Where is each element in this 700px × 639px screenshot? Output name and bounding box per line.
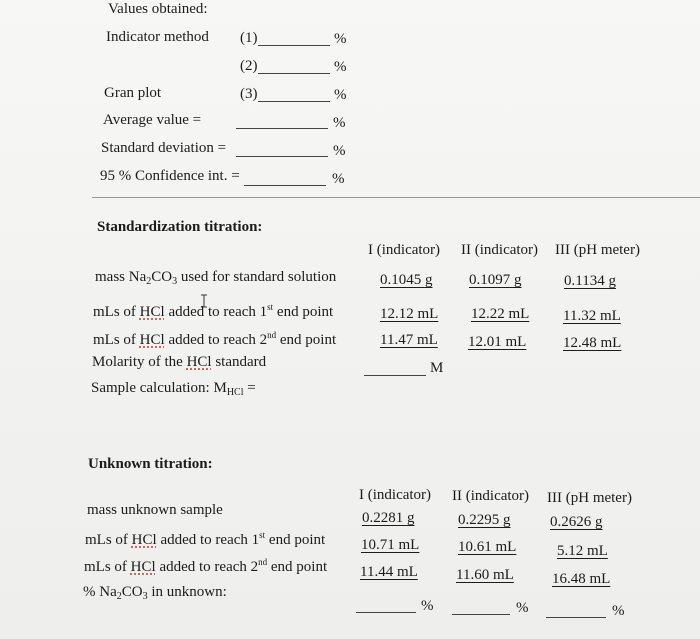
confidence-label: 95 % Confidence int. = [100,168,240,184]
trial-number-3: (3) [240,86,258,102]
std-mass-1: 0.1045 g [380,272,433,288]
std-col-1-header: I (indicator) [368,242,441,258]
indicator-method-label: Indicator method [106,29,209,45]
std-row-molarity-label: Molarity of the HCl standard [92,354,267,370]
unk-ep2-1: 11.44 mL [360,564,418,580]
std-row-mass-label: mass $Na_2CO_3$ used for standard solution [95,269,337,287]
unk-pct-blank-2 [452,614,510,615]
std-ep2-1: 11.47 mL [380,332,438,348]
trial-number-2: (2) [240,58,258,74]
unk-row-mass-label: mass unknown sample [87,502,223,518]
percent-sign-stdev: % [333,143,346,159]
std-ep2-3: 12.48 mL [563,335,622,351]
std-row-sample-calc-label: Sample calculation: $M_{HCl}$ = [91,380,256,398]
blank-line-3 [258,101,330,102]
unk-row-pct-label: % $Na_2CO_3$ in unknown: [83,584,227,602]
unk-ep1-1: 10.71 mL [361,537,420,553]
unk-mass-3: 0.2626 g [550,514,603,530]
average-label: Average value = [103,112,202,128]
trial-number-1: (1) [240,30,258,46]
unk-ep1-3: 5.12 mL [557,543,608,559]
values-title: Values obtained: [108,1,208,17]
unk-ep1-2: 10.61 mL [458,539,517,555]
std-mass-3: 0.1134 g [564,273,616,289]
std-ep1-1: 12.12 mL [380,306,439,322]
unk-pct-blank-1 [356,612,416,613]
percent-sign-1: % [334,31,347,47]
unk-mass-2: 0.2295 g [458,512,511,528]
unk-pct-sign-3: % [612,603,625,619]
gran-plot-label: Gran plot [104,85,162,101]
std-col-3-header: III (pH meter) [555,242,640,258]
blank-line-1 [258,45,330,46]
unk-col-2-header: II (indicator) [452,488,530,504]
std-ep1-2: 12.22 mL [471,306,530,322]
unk-pct-sign-1: % [421,598,434,614]
std-ep1-3: 11.32 mL [563,308,621,324]
unk-row-ep1-label: mLs of HCl added to reach 1st end point [85,530,326,548]
confidence-blank-line [244,185,326,186]
unknown-heading: Unknown titration: [88,456,213,472]
std-mass-2: 0.1097 g [469,272,522,288]
average-blank-line [236,128,328,129]
text-cursor-icon [200,294,208,308]
std-row-ep1-label: mLs of HCl added to reach 1st end point [93,302,334,320]
unk-pct-sign-2: % [516,600,529,616]
percent-sign-avg: % [333,115,346,131]
unk-ep2-2: 11.60 mL [456,567,514,583]
molarity-unit: M [430,360,444,376]
unk-col-1-header: I (indicator) [359,487,432,503]
stdev-label: Standard deviation = [101,140,227,156]
percent-sign-ci: % [332,171,345,187]
standardization-heading: Standardization titration: [97,219,263,235]
std-col-2-header: II (indicator) [461,242,539,258]
percent-sign-3: % [334,87,347,103]
std-row-ep2-label: mLs of HCl added to reach 2nd end point [93,330,337,348]
unk-ep2-3: 16.48 mL [552,571,611,587]
blank-line-2 [258,73,330,74]
unk-mass-1: 0.2281 g [362,510,415,526]
stdev-blank-line [236,156,328,157]
percent-sign-2: % [334,59,347,75]
unk-pct-blank-3 [546,617,606,618]
std-ep2-2: 12.01 mL [468,334,527,350]
unk-row-ep2-label: mLs of HCl added to reach 2nd end point [84,557,328,575]
section-divider [92,197,700,198]
molarity-blank-line [364,375,426,376]
unk-col-3-header: III (pH meter) [547,490,632,506]
